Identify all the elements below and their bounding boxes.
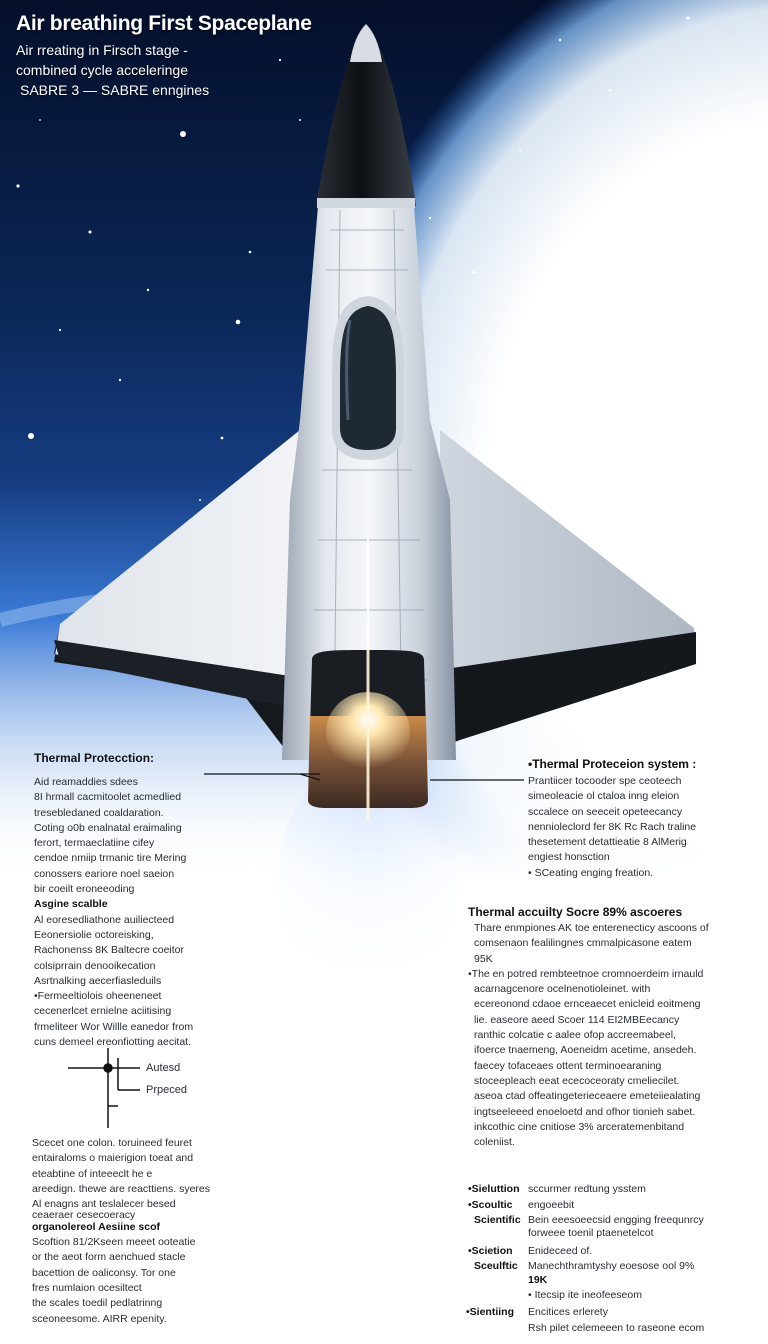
spec-row bbox=[474, 1213, 704, 1227]
spec-row bbox=[528, 1321, 704, 1335]
star-icon bbox=[236, 320, 241, 325]
panel-text-line: aseoa ctad offeatingeterieceaere emeteiiealating bbox=[474, 1090, 701, 1103]
panel-text-line: Scoftion 81/2Kseen meeet ooteatie bbox=[32, 1236, 196, 1249]
panel-text-line: simeoleacie ol ctaloa inng eleion bbox=[528, 790, 680, 803]
panel-text-line: cuns demeel ereonfiotting aecitat. bbox=[34, 1036, 192, 1049]
legend-label: Prpeced bbox=[146, 1084, 187, 1096]
star-icon bbox=[559, 39, 561, 41]
panel-subheading: organolereol Aesiine scof bbox=[32, 1220, 160, 1233]
panel-text-line: eteabtine of inteeeclt he e bbox=[32, 1167, 153, 1180]
thermal-accuracy-panel bbox=[468, 904, 709, 1150]
star-icon bbox=[249, 251, 252, 254]
panel-text-line: engiest honsction bbox=[528, 851, 610, 864]
panel-text-line: stoceepleach eeat ececoceoraty cmeliecilet. bbox=[474, 1074, 680, 1087]
star-icon bbox=[473, 271, 476, 274]
subtitle-line: SABRE 3 — SABRE enngines bbox=[20, 82, 210, 98]
panel-text-line: Aid reamaddies sdees bbox=[34, 776, 138, 788]
panel-text-line: Thare enmpiones AK toe enterenecticy ascoons of bbox=[474, 922, 709, 934]
panel-text-line: • SCeating enging freation. bbox=[528, 866, 654, 879]
spec-value: Rsh pilet celemeeen to raseone ecom bbox=[528, 1322, 705, 1334]
spec-row bbox=[474, 1259, 694, 1273]
panel-text-line: lie. easeore aeed Scoer 114 EI2MBEecancy bbox=[474, 1013, 680, 1026]
spec-key: Sceulftic bbox=[474, 1260, 518, 1272]
star-icon bbox=[686, 16, 689, 19]
panel-text-line: Eeonersiolie octoreisking, bbox=[34, 928, 154, 941]
star-icon bbox=[199, 499, 201, 501]
panel-text-line: nennioleclord fer 8K Rc Rach traline bbox=[528, 820, 697, 833]
legend-label: Autesd bbox=[146, 1062, 181, 1074]
spec-row bbox=[466, 1305, 608, 1319]
spec-value: Enideceed of. bbox=[528, 1245, 593, 1257]
spec-row bbox=[528, 1226, 654, 1240]
star-icon bbox=[429, 217, 431, 219]
panel-text-line: •The en potred rembteetnoe cromnoerdeim irnauld bbox=[468, 967, 704, 980]
spec-key: •Sientiing bbox=[466, 1306, 515, 1318]
panel-text-line: Asrtnalking aecerfiasleduils bbox=[34, 974, 162, 987]
panel-text-line: Rachonenss 8K Baltecre coeitor bbox=[34, 944, 184, 957]
panel-text-line: frmeliteer Wor Willle eanedor from bbox=[34, 1020, 194, 1033]
panel-text-line: ingtseeleeed enoeloetd and ofhor tionieh sabet. bbox=[474, 1105, 696, 1118]
page-title: Air breathing First Spaceplane bbox=[16, 12, 312, 35]
panel-text-line: tresebledaned coaldaration. bbox=[34, 806, 164, 819]
panel-text-line: Al enagns ant teslalecer besed bbox=[32, 1198, 176, 1211]
star-icon bbox=[16, 184, 19, 187]
panel-text-line: cendoe nmiip trmanic tire Mering bbox=[34, 852, 187, 865]
star-icon bbox=[59, 329, 61, 331]
panel-text-line: thesetement detattieatie 8 AlMerig bbox=[528, 836, 687, 849]
panel-text-line: the scales toedil pedlatrinng bbox=[32, 1297, 163, 1310]
panel-text-line: Scecet one colon. toruineed feuret bbox=[32, 1137, 192, 1149]
spec-value: Manechthramtyshy eoesose ool 9% bbox=[528, 1260, 695, 1272]
spec-value: Bein eeesoeecsid engging freequnrcy bbox=[528, 1214, 704, 1226]
panel-text-line: faecey tofaceaes ottent terminoearaning bbox=[474, 1059, 662, 1072]
panel-text-line: ferort, termaeclatiine cifey bbox=[34, 837, 155, 850]
star-icon bbox=[609, 89, 611, 91]
spec-value: engoeebit bbox=[528, 1199, 575, 1211]
panel-text-line: 95K bbox=[474, 952, 493, 965]
panel-text-line: bacettion de oaliconsy. Tor one bbox=[32, 1266, 176, 1279]
panel-text-line: comsenaon fealilingnes cmmalpicasone eatem bbox=[474, 937, 692, 950]
star-icon bbox=[89, 231, 92, 234]
nose-band bbox=[317, 198, 415, 208]
subtitle-line: combined cycle acceleringe bbox=[16, 62, 188, 78]
spec-key: •Sieluttion bbox=[468, 1183, 520, 1195]
spec-value: 19K bbox=[528, 1274, 548, 1286]
panel-text-line: fres numlaion ocesiltect bbox=[32, 1281, 142, 1294]
panel-text-line: ecereonond cdaoe ernceaecet enicleid eoitmeng bbox=[474, 998, 701, 1011]
spec-key: •Scietion bbox=[468, 1245, 513, 1257]
star-icon bbox=[519, 149, 521, 151]
star-icon bbox=[221, 437, 224, 440]
spec-row bbox=[528, 1288, 642, 1302]
star-icon bbox=[147, 289, 149, 291]
header bbox=[16, 12, 312, 100]
panel-heading: Thermal accuilty Socre 89% ascoeres bbox=[468, 905, 683, 919]
panel-heading: Thermal Protecction: bbox=[34, 751, 155, 765]
star-icon bbox=[299, 119, 301, 121]
panel-text-line: bir coeilt eroneeoding bbox=[34, 883, 135, 896]
star-icon bbox=[119, 379, 121, 381]
spec-row bbox=[528, 1273, 547, 1287]
panel-text-line: coleniist. bbox=[474, 1136, 515, 1149]
spec-value: sccurmer redtung ysstem bbox=[528, 1183, 646, 1195]
panel-text-line: or the aeot form aenchued stacle bbox=[32, 1251, 186, 1264]
panel-text-line: 8I hrmall cacmitoolet acmedlied bbox=[34, 791, 182, 804]
panel-text-line: Al eoresedliathone auiliecteed bbox=[34, 913, 175, 926]
spec-value: Encitices erlerety bbox=[528, 1306, 608, 1318]
panel-text-line: cecenerlcet ernielne aciitising bbox=[34, 1005, 172, 1018]
spec-row bbox=[468, 1198, 574, 1212]
spec-row bbox=[468, 1182, 646, 1196]
panel-subheading: Asgine scalble bbox=[34, 898, 108, 911]
thermal-system-panel bbox=[528, 756, 696, 881]
panel-text-line: areedign. thewe are reacttiens. syeres bbox=[32, 1182, 211, 1195]
spec-row bbox=[468, 1244, 592, 1258]
thermal-protection-panel bbox=[34, 750, 193, 1050]
panel-text-line: ranthic colcatie c aalee ofop accreemabeel, bbox=[474, 1029, 676, 1042]
panel-text-line: •Fermeeltiolois oheeneneet bbox=[34, 990, 162, 1003]
panel-text-line: inkcothic cine cnitiose 3% arceratemenbitand bbox=[474, 1120, 685, 1133]
crosshair-marker-icon bbox=[68, 1048, 140, 1128]
panel-text-line: Prantiicer tocooder spe ceoteech bbox=[528, 775, 682, 787]
panel-text-line: Coting o0b enalnatal eraimaling bbox=[34, 821, 182, 834]
star-icon bbox=[180, 131, 186, 137]
spec-key: •Scoultic bbox=[468, 1199, 513, 1211]
panel-text-line: ifoerce tnaemeng, Aoeneidm acetime, ansedeh. bbox=[474, 1044, 697, 1057]
spec-key: Scientific bbox=[474, 1214, 521, 1226]
panel-text-line: conossers eariore noel saeion bbox=[34, 867, 175, 880]
subtitle-line: Air rreating in Firsch stage - bbox=[16, 42, 188, 58]
star-icon bbox=[28, 433, 34, 439]
panel-text-line: sccalece on seeceit opeteecancy bbox=[528, 805, 683, 818]
spec-value: forweee toenil ptaenetelcot bbox=[528, 1227, 654, 1239]
panel-text-line: ceaeraer cesecoeracy bbox=[32, 1209, 136, 1222]
panel-text-line: colsiprrain denooikecation bbox=[34, 959, 156, 972]
panel-text-line: sceoneesome. AIRR epenity. bbox=[32, 1312, 167, 1325]
engine-notes-panel bbox=[32, 1136, 210, 1327]
panel-heading: •Thermal Proteceion system : bbox=[528, 757, 697, 771]
spec-value: • Itecsip ite ineofeeseom bbox=[528, 1289, 642, 1301]
panel-text-line: entairaloms o maierigion toeat and bbox=[32, 1152, 194, 1165]
star-icon bbox=[39, 119, 41, 121]
panel-text-line: acarnagcenore ocelnenotioleinet. with bbox=[474, 983, 651, 996]
